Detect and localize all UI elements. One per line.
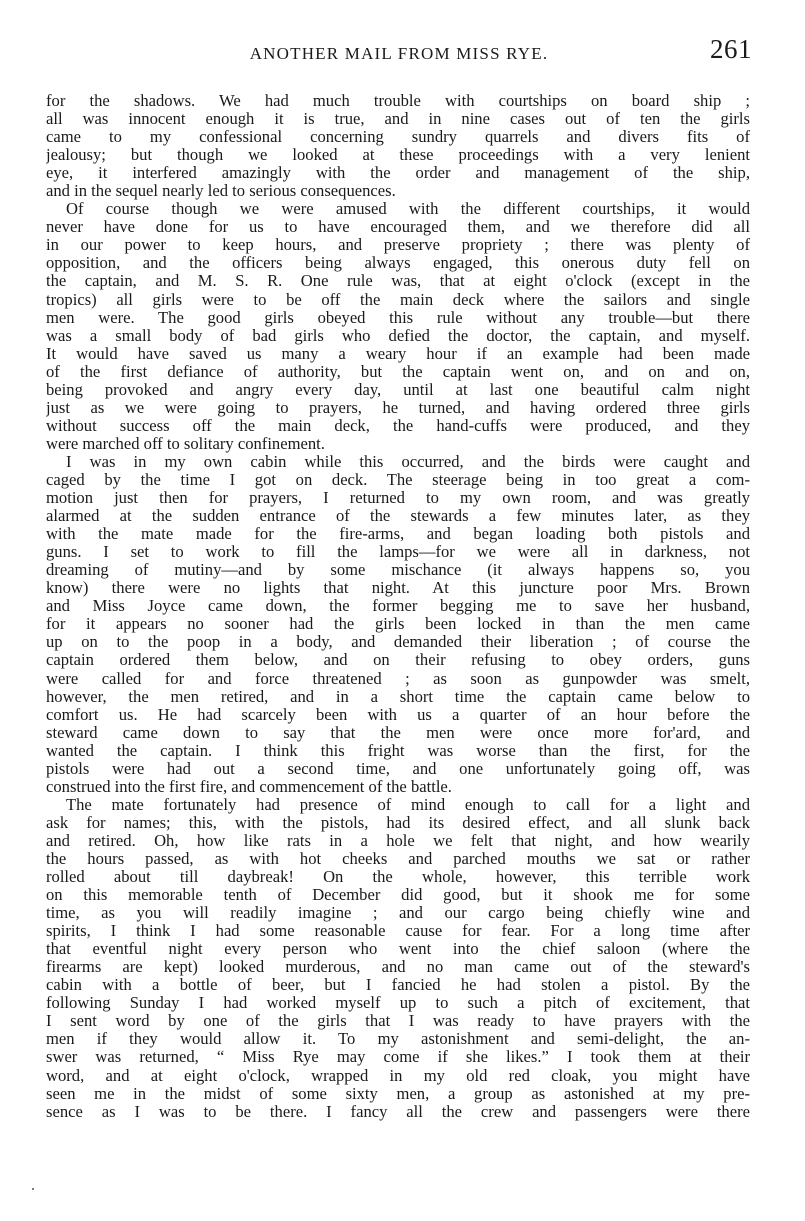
text-line: came to my confessional concerning sundry quarrels and divers fits of [46,128,750,147]
text-line: pistols were had out a second time, and one unfortunately going off, was [46,759,750,778]
text-line: for it appears no sooner had the girls been locked in than the men came [46,615,750,634]
text-line: were called for and force threatened ; as soon as gunpowder was smelt, [46,669,750,688]
text-line: swer was returned, “ Miss Rye may come if she likes.” I took them at their [46,1048,750,1067]
text-line: eye, it interfered amazingly with the order and management of the ship, [46,164,750,183]
text-line: firearms are kept) looked murderous, and no man came out of the steward's [46,958,750,977]
text-line: construed into the first fire, and commencement of the battle. [46,777,452,796]
text-line: the hours passed, as with hot cheeks and parched mouths we sat or rather [46,849,750,868]
page-number: 261 [710,34,752,64]
text-line: up on to the poop in a body, and demanded their liberation ; of course the [46,633,750,652]
text-line: men if they would allow it. To my astonishment and semi-delight, the an- [46,1030,750,1049]
text-line: men were. The good girls obeyed this rule without any trouble—but there [46,308,750,327]
text-line: The mate fortunately had presence of mind enough to call for a light and [66,795,750,814]
text-line: motion just then for prayers, I returned to my own room, and was greatly [46,489,750,508]
text-line: was a small body of bad girls who defied the doctor, the captain, and myself. [46,326,750,345]
text-line: just as we were going to prayers, he turned, and having ordered three girls [46,398,750,417]
running-title: ANOTHER MAIL FROM MISS RYE. [249,44,549,63]
body-text [46,92,750,1121]
text-line: time, as you will readily imagine ; and our cargo being chiefly wine and [46,904,750,923]
text-line: cabin with a bottle of beer, but I fancied he had stolen a pistol. By the [46,976,750,995]
text-line: following Sunday I had worked myself up to such a pitch of excitement, that [46,994,750,1013]
text-line: guns. I set to work to fill the lamps—for we were all in darkness, not [46,543,750,562]
text-line: know) there were no lights that night. At this juncture poor Mrs. Brown [46,579,750,598]
text-line: steward came down to say that the men were once more for'ard, and [46,723,750,742]
text-line: were marched off to solitary confinement. [46,434,325,453]
text-line: never have done for us to have encouraged them, and we therefore did all [46,218,750,237]
text-line: that eventful night every person who went into the chief saloon (where the [46,940,750,959]
text-line: and Miss Joyce came down, the former begging me to save her husband, [46,597,750,616]
text-line: word, and at eight o'clock, wrapped in my old red cloak, you might have [46,1066,750,1085]
text-line: Of course though we were amused with the different courtships, it would [66,200,750,219]
text-line: and retired. Oh, how like rats in a hole we felt that night, and how wearily [46,831,750,850]
text-line: without success off the main deck, the hand-cuffs were produced, and they [46,416,750,435]
text-line: jealousy; but though we looked at these proceedings with a very lenient [46,146,750,165]
text-line: in our power to keep hours, and preserve propriety ; there was plenty of [46,236,750,255]
text-line: sence as I was to be there. I fancy all the crew and passengers were there [46,1102,750,1121]
text-line: opposition, and the officers being always engaged, this onerous duty fell on [46,254,750,273]
text-line: I sent word by one of the girls that I was ready to have prayers with the [46,1012,750,1031]
text-line: all was innocent enough it is true, and in nine cases out of ten the girls [46,110,750,129]
text-line: the captain, and M. S. R. One rule was, that at eight o'clock (except in the [46,272,750,291]
text-line: however, the men retired, and in a short time the captain came below to [46,687,750,706]
text-line: spirits, I think I had some reasonable cause for fear. For a long time after [46,922,750,941]
text-line: ask for names; this, with the pistols, had its desired effect, and all slunk back [46,813,750,832]
text-line: being provoked and angry every day, until at last one beautiful calm night [46,380,750,399]
text-line: It would have saved us many a weary hour if an example had been made [46,344,750,363]
text-line: I was in my own cabin while this occurred, and the birds were caught and [66,452,750,471]
text-line: on this memorable tenth of December did good, but it shook me for some [46,886,750,905]
text-line: rolled about till daybreak! On the whole, however, this terrible work [46,868,750,887]
text-line: seen me in the midst of some sixty men, a group as astonished at my pre- [46,1084,750,1103]
text-line: of the first defiance of authority, but the captain went on, and on and on, [46,362,750,381]
text-line: and in the sequel nearly led to serious consequences. [46,182,396,201]
text-line: comfort us. He had scarcely been with us a quarter of an hour before the [46,705,750,724]
text-line: captain ordered them below, and on their refusing to obey orders, guns [46,651,750,670]
running-head [46,30,752,70]
text-line: dreaming of mutiny—and by some mischance (it always happens so, you [46,561,750,580]
text-line: wanted the captain. I think this fright was worse than the first, for the [46,741,750,760]
text-line: with the mate made for the fire-arms, and began loading both pistols and [46,525,750,544]
text-line: for the shadows. We had much trouble with courtships on board ship ; [46,92,750,110]
text-line: alarmed at the sudden entrance of the stewards a few minutes later, as they [46,507,750,526]
text-line: tropics) all girls were to be off the main deck where the sailors and single [46,290,750,309]
text-line: caged by the time I got on deck. The steerage being in too great a com- [46,470,750,489]
page-speck [32,1188,34,1190]
